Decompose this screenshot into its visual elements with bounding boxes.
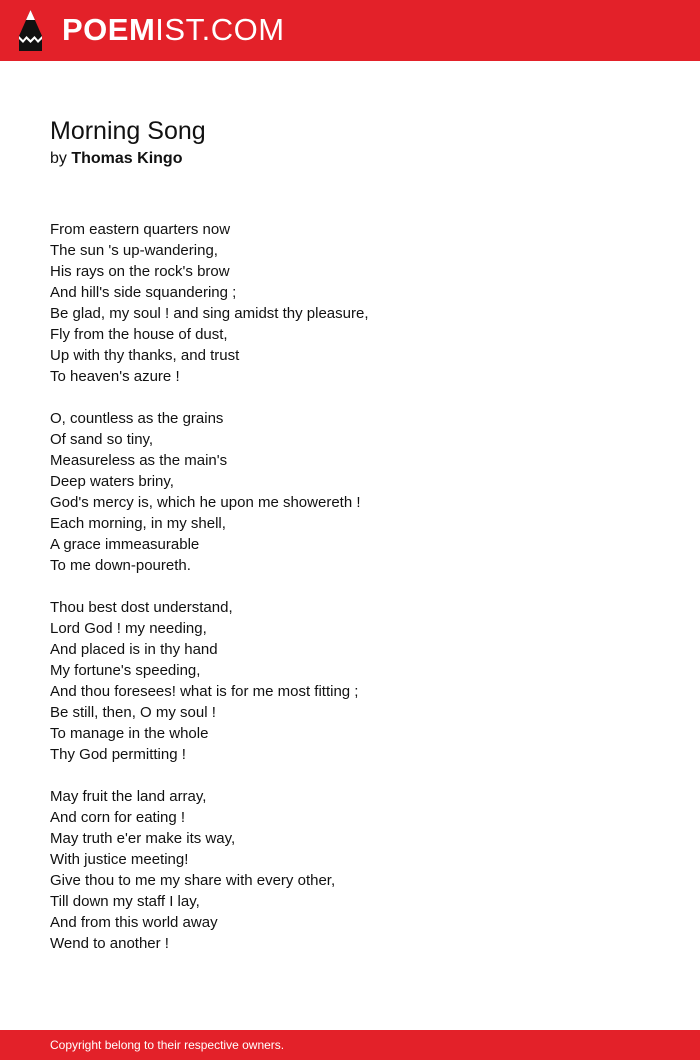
poem-line: Lord God ! my needing, — [50, 620, 207, 637]
poem-line: Be still, then, O my soul ! — [50, 704, 216, 721]
poem-line: With justice meeting! — [50, 851, 189, 868]
poem-line: Up with thy thanks, and trust — [50, 347, 240, 364]
logo-light-text: IST.COM — [155, 12, 285, 47]
poem-line: And thou foresees! what is for me most fitting ; — [50, 683, 359, 700]
poem-line: From eastern quarters now — [50, 221, 231, 238]
poem-line: Give thou to me my share with every other, — [50, 872, 336, 889]
poem-line: O, countless as the grains — [50, 410, 224, 427]
stanza — [50, 597, 650, 765]
poem-line: Fly from the house of dust, — [50, 326, 228, 343]
poem-line: Thou best dost understand, — [50, 599, 233, 616]
stanza — [50, 219, 650, 387]
poem-title: Morning Song — [50, 117, 206, 145]
by-label: by — [50, 150, 67, 167]
poem-line: Be glad, my soul ! and sing amidst thy pleasure, — [50, 305, 369, 322]
poem-line: My fortune's speeding, — [50, 662, 201, 679]
poem-line: God's mercy is, which he upon me showereth ! — [50, 494, 361, 511]
site-logo[interactable] — [62, 12, 285, 48]
poem-line: Till down my staff I lay, — [50, 893, 200, 910]
poem-line: Deep waters briny, — [50, 473, 174, 490]
poem-byline — [50, 149, 182, 169]
poem-line: Measureless as the main's — [50, 452, 228, 469]
poem-line: A grace immeasurable — [50, 536, 200, 553]
poem-line: Of sand so tiny, — [50, 431, 154, 448]
logo-bold-text: POEM — [62, 12, 156, 47]
poem-line: Wend to another ! — [50, 935, 169, 952]
poem-line: The sun 's up-wandering, — [50, 242, 218, 259]
poem-line: And placed is in thy hand — [50, 641, 218, 658]
poem-author: Thomas Kingo — [71, 150, 183, 167]
poem-line: And corn for eating ! — [50, 809, 186, 826]
site-header — [0, 0, 700, 61]
stanza — [50, 786, 650, 954]
copyright-text: Copyright belong to their respective owners. — [50, 1038, 285, 1052]
poem-line: May truth e'er make its way, — [50, 830, 236, 847]
poem-line: And hill's side squandering ; — [50, 284, 237, 301]
site-footer — [0, 1030, 700, 1060]
poem-body — [50, 219, 650, 975]
poem-line: His rays on the rock's brow — [50, 263, 230, 280]
poem-line: To heaven's azure ! — [50, 368, 180, 385]
stanza — [50, 408, 650, 576]
pencil-tip-icon — [18, 10, 43, 51]
poem-line: To me down-poureth. — [50, 557, 191, 574]
poem-line: To manage in the whole — [50, 725, 209, 742]
poem-line: Thy God permitting ! — [50, 746, 186, 763]
poem-line: Each morning, in my shell, — [50, 515, 226, 532]
poem-line: May fruit the land array, — [50, 788, 207, 805]
poem-line: And from this world away — [50, 914, 218, 931]
